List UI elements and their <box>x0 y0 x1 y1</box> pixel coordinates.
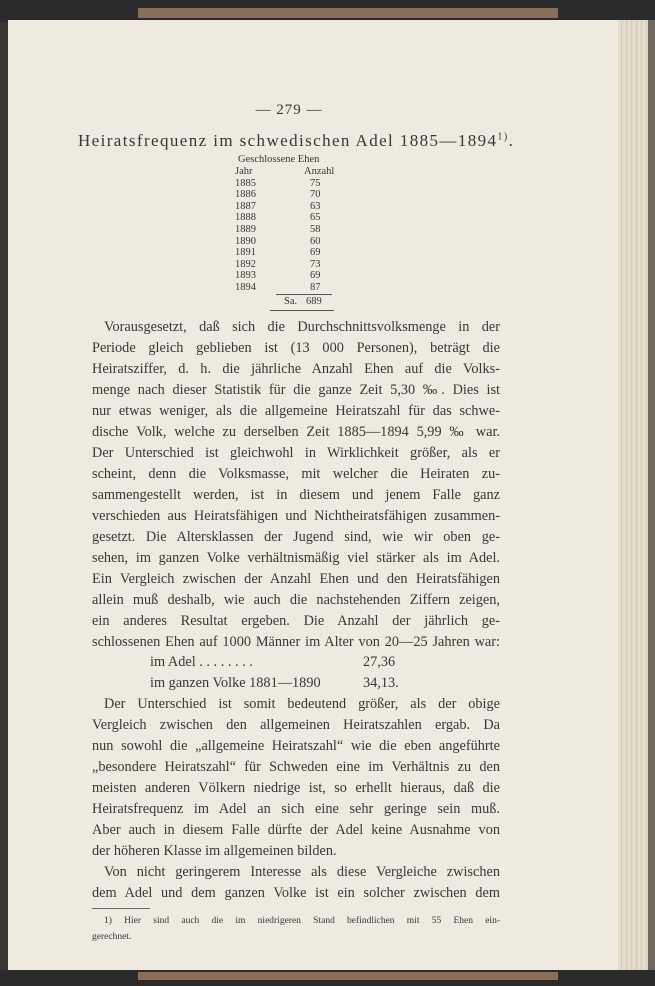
count-cell: 58 <box>310 223 321 235</box>
header-year: Jahr <box>235 166 253 177</box>
table-row <box>232 224 342 236</box>
table-row <box>232 189 342 201</box>
body-line: sammengestellt werden, ist in diesem und jenem Falle ganz <box>92 487 500 503</box>
table-row <box>232 236 342 248</box>
comparison-value-nobility: 27,36 <box>363 654 396 670</box>
body-line: ein anderes Resultat ergeben. Die Anzahl der jährlich ge- <box>92 613 500 629</box>
comparison-label-people: im ganzen Volke 1881—1890 <box>150 675 321 691</box>
body-line: menge nach dieser Statistik für die ganze Zeit 5,30 ‰. Dies ist <box>92 382 500 398</box>
table-row <box>232 201 342 213</box>
book-cover-edge <box>648 20 655 970</box>
book-top-edge <box>138 8 558 18</box>
table-row <box>232 259 342 271</box>
sum-underline <box>270 310 334 311</box>
year-cell: 1892 <box>235 258 256 270</box>
count-cell: 65 <box>310 212 321 224</box>
table-title: Heiratsfrequenz im schwedischen Adel 1885—1894$^{1)}$. <box>78 131 515 150</box>
count-cell: 70 <box>310 189 321 201</box>
count-cell: 75 <box>310 177 321 189</box>
table-row <box>232 212 342 224</box>
table-title-text: Heiratsfrequenz im schwedischen Adel 1885—1894 <box>78 131 498 150</box>
body-line: meisten anderen Völkern niedrige ist, so erhellt hieraus, daß die <box>92 780 500 796</box>
year-cell: 1893 <box>235 270 256 282</box>
book-bottom-edge <box>138 972 558 980</box>
body-line: Der Unterschied ist somit bedeutend größer, als der obige <box>104 696 500 712</box>
sum-underline-row <box>232 310 342 312</box>
body-line: Vergleich zwischen den allgemeinen Heiratszahlen ergab. Da <box>92 717 500 733</box>
table-row <box>232 282 342 294</box>
body-line: Von nicht geringerem Interesse als diese Vergleiche zwischen <box>104 864 500 880</box>
body-line: der höheren Klasse im allgemeinen bilden. <box>92 843 337 859</box>
comparison-label-nobility: im Adel . . . . . . . . <box>150 654 253 670</box>
year-cell: 1888 <box>235 212 256 224</box>
table-row <box>232 247 342 259</box>
table-row <box>232 178 342 190</box>
body-line: verschieden aus Heiratsfähigen und Nichtheiratsfähigen zusammen- <box>92 508 500 524</box>
footnote-rule <box>92 908 150 909</box>
body-line: dische Volk, welche zu derselben Zeit 1885—1894 5,99 ‰ war. <box>92 424 500 440</box>
body-line: Ein Vergleich zwischen der Anzahl Ehen und den Heiratsfähigen <box>92 571 500 587</box>
year-cell: 1891 <box>235 247 256 259</box>
count-cell: 60 <box>310 235 321 247</box>
footnote-line: gerechnet. <box>92 932 132 942</box>
year-cell: 1890 <box>235 235 256 247</box>
body-line: nun sowohl die „allgemeine Heiratszahl“ wie die eben angeführte <box>92 738 500 754</box>
sum-value: 689 <box>306 295 322 307</box>
year-cell: 1887 <box>235 200 256 212</box>
body-line: „besondere Heiratszahl“ für Schweden eine im Verhältnis zu den <box>92 759 500 775</box>
body-line: sehen, im ganzen Volke verhältnismäßig viel stärker als im Adel. <box>92 550 500 566</box>
body-line: nur etwas weniger, als die allgemeine Heiratszahl für das schwe- <box>92 403 500 419</box>
count-cell: 69 <box>310 247 321 259</box>
body-line: schlossenen Ehen auf 1000 Männer im Alter von 20—25 Jahren war: <box>92 634 500 650</box>
body-line: Der Unterschied ist gleichwohl in Wirklichkeit größer, als er <box>92 445 500 461</box>
year-cell: 1894 <box>235 281 256 293</box>
footnote-line: 1) Hier sind auch die im niedrigeren Stand befindlichen mit 55 Ehen ein- <box>104 916 500 926</box>
comparison-value-people: 34,13. <box>363 675 399 691</box>
count-cell: 73 <box>310 258 321 270</box>
count-cell: 63 <box>310 200 321 212</box>
body-line: Aber auch in diesem Falle dürfte der Adel keine Ausnahme von <box>92 822 500 838</box>
page-number: — 279 — <box>255 102 323 118</box>
count-cell: 69 <box>310 270 321 282</box>
marriages-table <box>232 154 342 312</box>
header-count: Anzahl <box>304 166 335 177</box>
sum-label: Sa. <box>284 295 298 307</box>
year-cell: 1886 <box>235 189 256 201</box>
body-line: scheint, denn die Volksmasse, mit welcher die Heiraten zu- <box>92 466 500 482</box>
table-sum-row <box>232 296 342 310</box>
body-line: Heiratsziffer, d. h. die jährliche Anzahl Ehen auf die Volks- <box>92 361 500 377</box>
count-cell: 87 <box>310 281 321 293</box>
body-line: dem Adel und dem ganzen Volke ist ein solcher zwischen dem <box>92 885 500 901</box>
table-caption: Geschlossene Ehen <box>238 154 320 165</box>
sum-rule <box>276 294 332 295</box>
year-cell: 1885 <box>235 177 256 189</box>
table-header-row <box>232 166 342 178</box>
year-cell: 1889 <box>235 223 256 235</box>
body-line: Periode gleich geblieben ist (13 000 Personen), beträgt die <box>92 340 500 356</box>
body-line: allein muß deshalb, wie auch die nachstehenden Ziffern zeigen, <box>92 592 500 608</box>
body-line: gesetzt. Die Altersklassen der Jugend sind, wie wir oben ge- <box>92 529 500 545</box>
body-line: Heiratsfrequenz im Adel an sich eine sehr geringe sein muß. <box>92 801 500 817</box>
body-line: Vorausgesetzt, daß sich die Durchschnittsvolksmenge in der <box>104 319 500 335</box>
table-row <box>232 270 342 282</box>
footnote-marker: 1) <box>497 131 509 143</box>
